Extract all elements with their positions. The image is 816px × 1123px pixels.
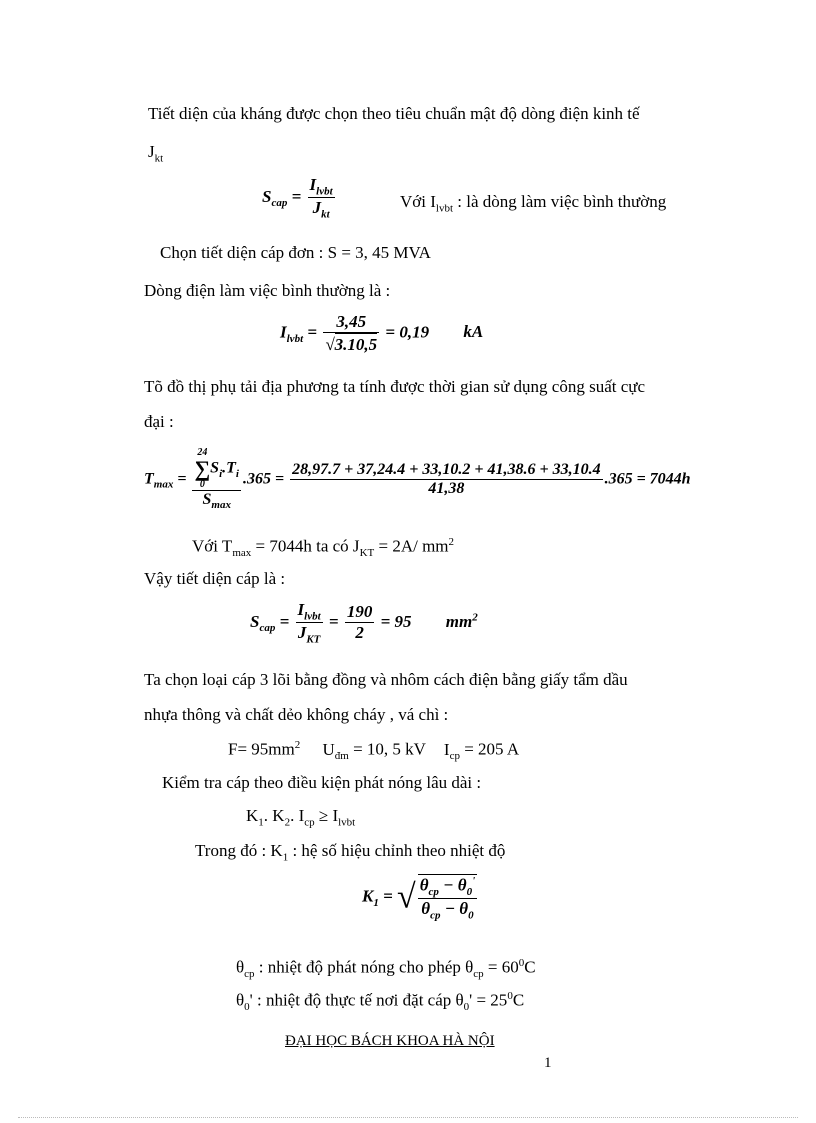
page-bottom-border	[18, 1117, 798, 1118]
equation-k1: $K_1$ = √ $\frac{\theta_{cp} - \theta_0'}{\theta_{cp} - \theta_0}$	[362, 875, 476, 922]
line-normal-current: Dòng điện làm việc bình thường là :	[144, 281, 391, 300]
theta-cp-line: $\theta_{cp}$ : nhiệt độ phát nóng cho phép $\theta_{cp} = 60^0C$	[236, 957, 536, 981]
para1-line1: Tiết diện của kháng được chọn theo tiêu chuẩn mật độ dòng điện kinh tế	[148, 104, 640, 123]
theta-0-line: $\theta_0'$ : nhiệt độ thực tế nơi đặt cáp $\theta_0' = 25^0C$	[236, 990, 525, 1014]
line-choose-section: Chọn tiết diện cáp đơn : S = 3, 45 MVA	[160, 243, 431, 262]
para-tmax-line2: đại :	[144, 412, 174, 431]
para-tmax-line1: Tõ đồ thị phụ tải địa phương ta tính được thời gian sử dụng công suất cực	[144, 377, 646, 396]
equation-s-cap-value: $S_{cap}$ = $\frac{I_{lvbt}}{J_{KT}}$ = $\frac{190}{2}$ = 95 $mm^2$	[250, 600, 478, 646]
para-cable-line2: nhựa thông và chất dẻo không cháy , vá chì :	[144, 705, 449, 724]
line-with-tmax: Với $T_{max} = 7044h$ ta có $J_{KT} = 2A/$ $mm^2$	[192, 536, 455, 560]
equation-s-cap: $S_{cap}$ = $\frac{I_{lvbt}}{J_{kt}}$	[262, 175, 333, 221]
condition-formula: $K_1$. $K_2$. $I_{cp} \ge I_{lvbt}$	[246, 806, 356, 829]
equation-note: Với $I_{lvbt}$ : là dòng làm việc bình thường	[400, 192, 667, 215]
footer-university: ĐẠI HỌC BÁCH KHOA HÀ NỘI	[285, 1033, 495, 1049]
para-cable-line1: Ta chọn loại cáp 3 lõi bằng đồng và nhôm cách điện bằng giấy tẩm dầu	[144, 670, 628, 689]
equation-i-lvbt: $I_{lvbt}$ = $\frac{3,45}{√3.10,5}$ = 0,19 kA	[280, 312, 484, 354]
cable-spec-line: $F= 95mm^2$ $U_{đm} = 10$, 5 kV $I_{cp} = 205$ A	[228, 739, 520, 763]
where-line: Trong đó : $K_1$ : hệ số hiệu chỉnh theo nhiệt độ	[195, 841, 506, 864]
para1-line2: $J_{kt}$	[148, 142, 164, 165]
line-check-condition: Kiểm tra cáp theo điều kiện phát nóng lâu dài :	[162, 773, 482, 792]
page-number: 1	[544, 1055, 552, 1071]
equation-t-max: $T_{max}$ = 24 ∑ 0 $S_i.T_i$ $S_{max}$ .365 = $\frac{28,97.7 + 37,24.4 + 33,10.2 + 41,38.6 + 33,10.4}{41,38}$ .365 = 7044h	[144, 447, 691, 512]
line-cable-section: Vậy tiết diện cáp là :	[144, 569, 286, 588]
